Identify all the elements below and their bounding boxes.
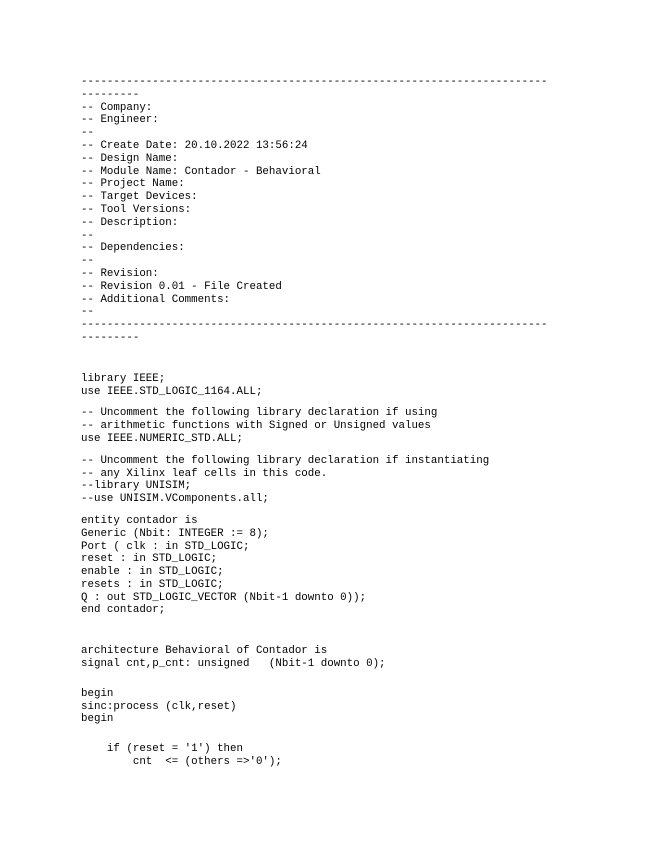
code-line: -- Uncomment the following library declaration if instantiating [81,454,490,467]
code-line: cnt <= (others =>'0'); [81,756,282,769]
code-line: begin [81,713,114,726]
code-line: -- Design Name: [81,152,179,165]
code-line: -- [81,229,94,242]
code-line: --use UNISIM.VComponents.all; [81,493,269,506]
code-line: entity contador is [81,514,198,527]
code-line: -- [81,127,94,140]
blank-space [81,617,601,645]
code-line: use IEEE.NUMERIC_STD.ALL; [81,432,243,445]
code-line: -- any Xilinx leaf cells in this code. [81,467,328,480]
code-line: architecture Behavioral of Contador is [81,645,328,658]
code-line: end contador; [81,604,166,617]
code-line: sinc:process (clk,reset) [81,700,237,713]
code-line: if (reset = '1') then [81,743,243,756]
code-line: -- Revision: [81,267,159,280]
code-line: -- Description: [81,216,179,229]
code-line: -- [81,306,94,319]
code-line: Q : out STD_LOGIC_VECTOR (Nbit-1 downto 0)); [81,591,367,604]
code-line: -- Create Date: 20.10.2022 13:56:24 [81,139,308,152]
blank-space [81,726,601,743]
blank-space [81,506,601,515]
code-line: -- Additional Comments: [81,293,231,306]
code-line: --------- [81,331,140,344]
code-line: -- Module Name: Contador - Behavioral [81,165,321,178]
code-line: Port ( clk : in STD_LOGIC; [81,540,250,553]
code-line: reset : in STD_LOGIC; [81,553,218,566]
code-line: use IEEE.STD_LOGIC_1164.ALL; [81,385,263,398]
vhdl-source-code [81,76,601,769]
code-line: --------- [81,88,140,101]
code-line: ------------------------------------------------------------------------ [81,319,548,332]
blank-space [81,398,601,407]
code-line: -- Company: [81,101,153,114]
blank-space [81,345,601,373]
code-line: -- Uncomment the following library declaration if using [81,407,438,420]
code-line: ------------------------------------------------------------------------ [81,76,548,88]
code-line: library IEEE; [81,372,166,385]
code-line: --library UNISIM; [81,480,192,493]
code-line: Generic (Nbit: INTEGER := 8); [81,527,269,540]
code-line: -- Project Name: [81,178,185,191]
code-line: -- Target Devices: [81,191,198,204]
code-line: enable : in STD_LOGIC; [81,566,224,579]
code-line: -- Engineer: [81,114,159,127]
code-line: begin [81,687,114,700]
blank-space [81,446,601,455]
code-line: -- Revision 0.01 - File Created [81,280,282,293]
code-line: -- arithmetic functions with Signed or Unsigned values [81,420,431,433]
blank-space [81,671,601,688]
code-line: -- Tool Versions: [81,203,192,216]
code-line: resets : in STD_LOGIC; [81,578,224,591]
code-line: -- Dependencies: [81,242,185,255]
code-line: signal cnt,p_cnt: unsigned (Nbit-1 downto 0); [81,658,386,671]
code-line: -- [81,255,94,268]
